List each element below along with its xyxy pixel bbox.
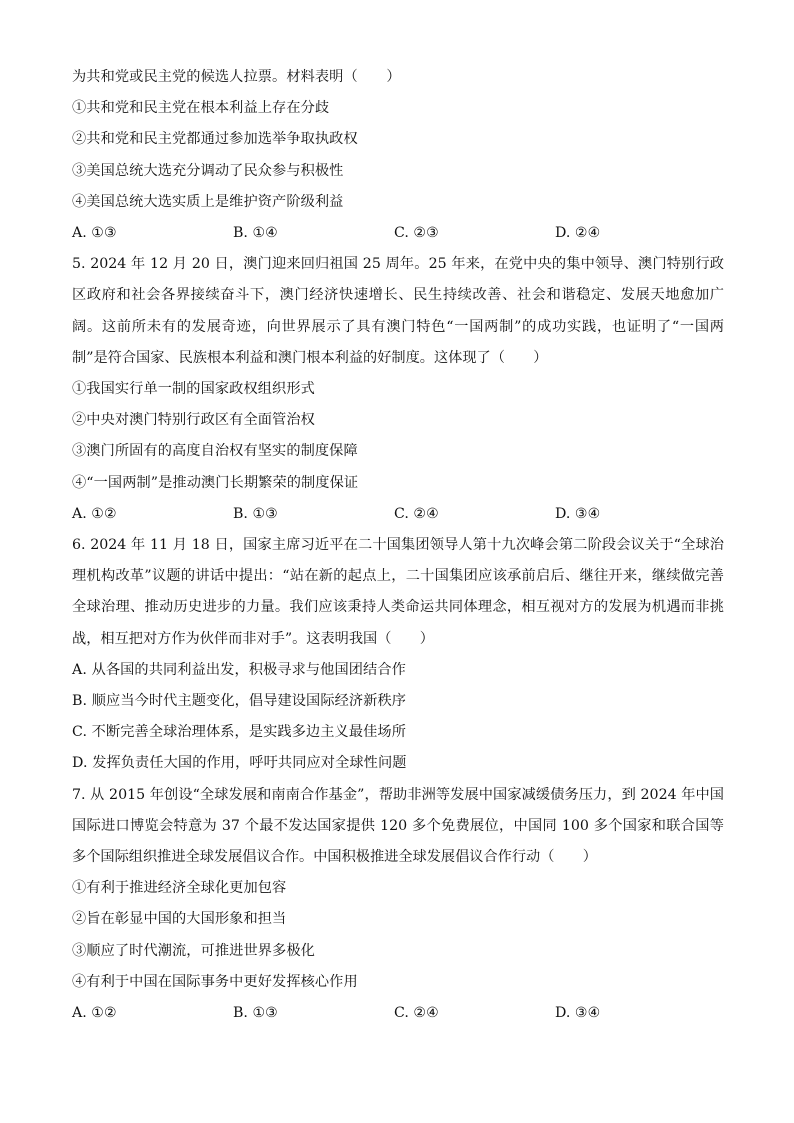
q5-option-d: D. ③④ (555, 505, 601, 522)
q4-item-4: ④美国总统大选实质上是维护资产阶级利益 (72, 193, 344, 210)
q4-item-1: ①共和党和民主党在根本利益上存在分歧 (72, 100, 330, 117)
q6-stem: 6. 2024 年 11 月 18 日，国家主席习近平在二十国集团领导人第十九次峰会第二阶段会议关于“全球治理机构改革”议题的讲话中提出：“站在新的起点上，二十国集团应该承前启后、继往开来，继续做完善全球治理、推动历史进步的力量。我们应该秉持人类命运共同体理念，相互视对方的发展为机遇而非挑战，相互把对方作为伙伴而非对手”。这表明我国（ ） (72, 537, 724, 647)
q7-option-b: B. ①③ (233, 1005, 278, 1022)
question-4 (72, 62, 724, 249)
q7-stem: 7. 从 2015 年创设“全球发展和南南合作基金”，帮助非洲等发展中国家减缓债务压力，到 2024 年中国国际进口博览会特意为 37 个最不发达国家提供 120 多个免费展位，中国同 100 多个国家和联合国等多个国际组织推进全球发展倡议合作。中国积极推进全球发展倡议合作行动（ ） (72, 786, 724, 866)
q5-options (72, 499, 724, 530)
q5-option-c: C. ②④ (394, 505, 439, 522)
q4-options (72, 218, 724, 249)
q5-item-1: ①我国实行单一制的国家政权组织形式 (72, 381, 315, 398)
q7-option-a: A. ①② (72, 1005, 117, 1022)
q4-option-c: C. ②③ (394, 225, 439, 242)
q7-item-4: ④有利于中国在国际事务中更好发挥核心作用 (72, 973, 358, 990)
q7-item-1: ①有利于推进经济全球化更加包容 (72, 880, 287, 897)
q5-stem: 5. 2024 年 12 月 20 日，澳门迎来回归祖国 25 周年。25 年来，在党中央的集中领导、澳门特别行政区政府和社会各界接续奋斗下，澳门经济快速增长、民生持续改善、社会和谐稳定、发展天地愈加广阔。这前所未有的发展奇迹，向世界展示了具有澳门特色“一国两制”的成功实践，也证明了“一国两制”是符合国家、民族根本利益和澳门根本利益的好制度。这体现了（ ） (72, 256, 724, 366)
q7-option-c: C. ②④ (394, 1005, 439, 1022)
q5-item-2: ②中央对澳门特别行政区有全面管治权 (72, 412, 315, 429)
q5-item-3: ③澳门所固有的高度自治权有坚实的制度保障 (72, 443, 358, 460)
q4-option-a: A. ①③ (72, 225, 117, 242)
q5-option-a: A. ①② (72, 505, 117, 522)
q4-stem-end: 为共和党或民主党的候选人拉票。材料表明（ ） (72, 69, 401, 85)
q4-item-3: ③美国总统大选充分调动了民众参与积极性 (72, 162, 344, 179)
document-page (72, 62, 724, 1029)
q4-option-b: B. ①④ (233, 225, 278, 242)
q4-item-2: ②共和党和民主党都通过参加选举争取执政权 (72, 131, 358, 148)
q7-item-2: ②旨在彰显中国的大国形象和担当 (72, 911, 287, 928)
q5-option-b: B. ①③ (233, 505, 278, 522)
q7-options (72, 998, 724, 1029)
q6-choice-d: D. 发挥负责任大国的作用，呼吁共同应对全球性问题 (72, 755, 407, 772)
q6-choice-b: B. 顺应当今时代主题变化，倡导建设国际经济新秩序 (72, 693, 407, 710)
q6-choice-c: C. 不断完善全球治理体系，是实践多边主义最佳场所 (72, 724, 406, 741)
q6-choice-a: A. 从各国的共同利益出发，积极寻求与他国团结合作 (72, 661, 406, 678)
question-6 (72, 530, 724, 780)
q7-option-d: D. ③④ (555, 1005, 601, 1022)
question-7 (72, 780, 724, 1030)
q5-item-4: ④“一国两制”是推动澳门长期繁荣的制度保证 (72, 474, 359, 491)
q7-item-3: ③顺应了时代潮流，可推进世界多极化 (72, 942, 315, 959)
q4-option-d: D. ②④ (555, 225, 601, 242)
question-5 (72, 249, 724, 530)
